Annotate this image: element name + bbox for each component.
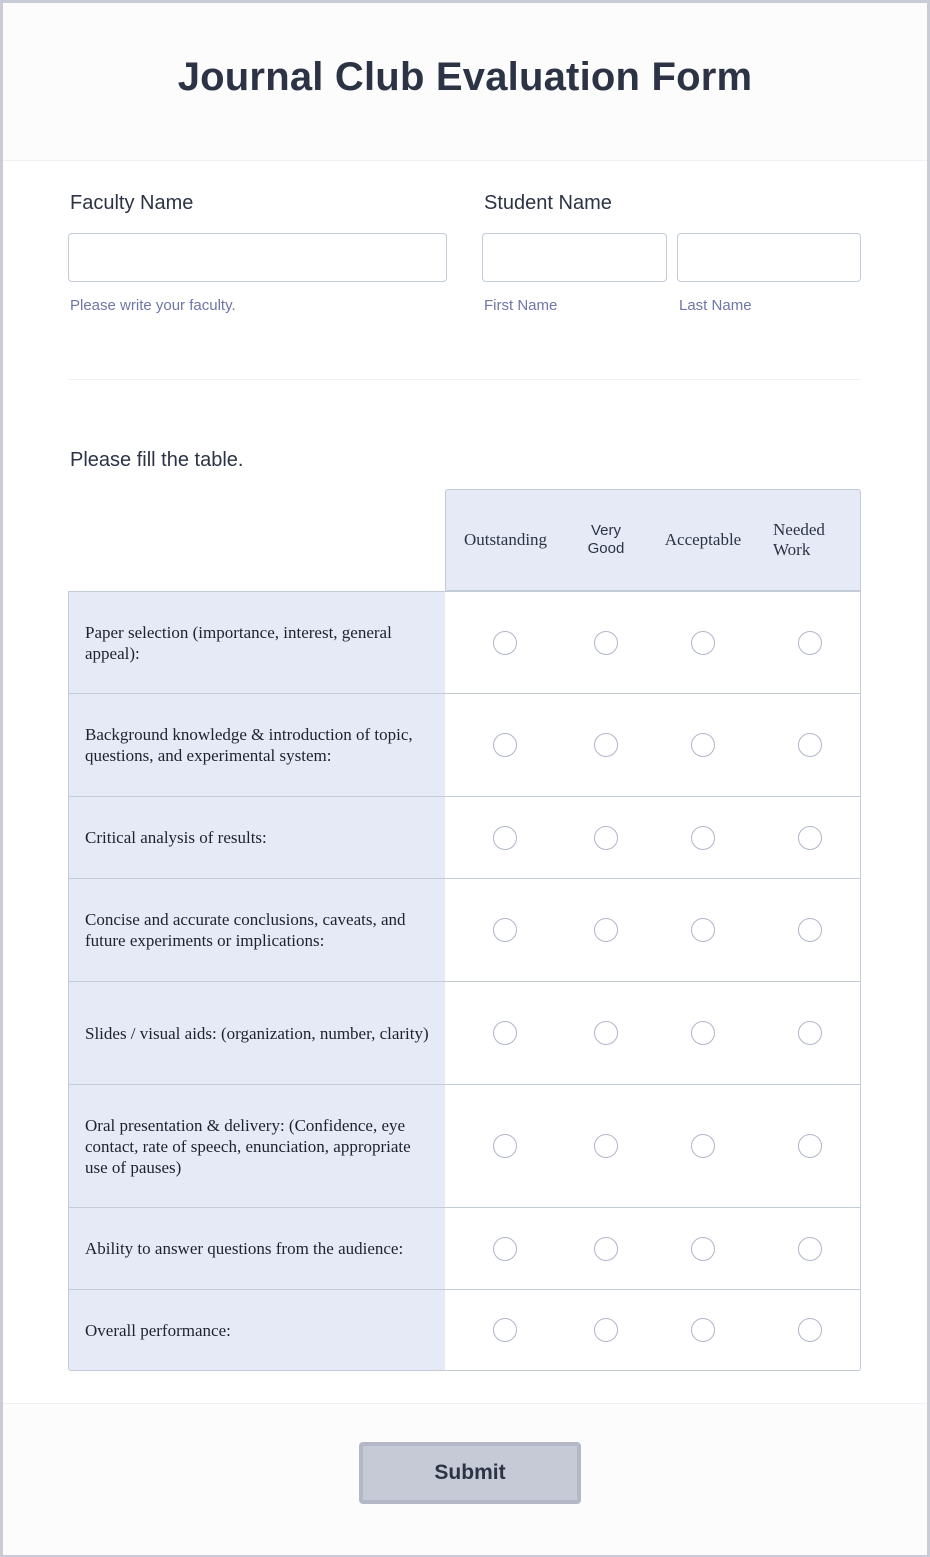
rating-radio-very-good[interactable] — [594, 826, 618, 850]
rating-cell-very-good — [565, 982, 648, 1085]
rating-radio-very-good[interactable] — [594, 918, 618, 942]
rating-radio-very-good[interactable] — [594, 631, 618, 655]
rating-cell-needed-work — [759, 694, 861, 797]
row-label: Overall performance: — [68, 1290, 446, 1371]
student-name-label: Student Name — [484, 192, 612, 214]
row-label: Oral presentation & delivery: (Confidence, eye contact, rate of speech, enunciation, appropriate use of pauses) — [68, 1085, 446, 1208]
rating-radio-acceptable[interactable] — [691, 1318, 715, 1342]
rating-radio-outstanding[interactable] — [493, 1237, 517, 1261]
rating-cell-acceptable — [647, 1208, 760, 1290]
row-label: Ability to answer questions from the audience: — [68, 1208, 446, 1290]
rating-cell-outstanding — [445, 982, 566, 1085]
row-label: Slides / visual aids: (organization, number, clarity) — [68, 982, 446, 1085]
rating-radio-needed-work[interactable] — [798, 1134, 822, 1158]
rating-cell-acceptable — [647, 694, 760, 797]
form-title: Journal Club Evaluation Form — [177, 55, 753, 99]
rating-cell-outstanding — [445, 1208, 566, 1290]
evaluation-matrix — [68, 489, 861, 1372]
rating-radio-needed-work[interactable] — [798, 826, 822, 850]
row-label: Critical analysis of results: — [68, 797, 446, 879]
rating-cell-acceptable — [647, 982, 760, 1085]
last-name-sublabel: Last Name — [679, 297, 752, 314]
section-divider — [68, 379, 861, 380]
column-header-very-good: Very Good — [565, 489, 648, 591]
rating-cell-needed-work — [759, 591, 861, 694]
rating-cell-outstanding — [445, 591, 566, 694]
column-header-acceptable: Acceptable — [647, 489, 760, 591]
column-header-needed-work: Needed Work — [759, 489, 861, 591]
form-card — [3, 3, 927, 1554]
faculty-name-input[interactable] — [68, 233, 447, 282]
rating-cell-outstanding — [445, 1290, 566, 1371]
first-name-sublabel: First Name — [484, 297, 558, 314]
rating-cell-very-good — [565, 1290, 648, 1371]
faculty-name-sublabel: Please write your faculty. — [70, 297, 236, 314]
rating-radio-very-good[interactable] — [594, 1237, 618, 1261]
rating-radio-needed-work[interactable] — [798, 1318, 822, 1342]
rating-radio-outstanding[interactable] — [493, 1134, 517, 1158]
rating-cell-needed-work — [759, 1208, 861, 1290]
rating-radio-acceptable[interactable] — [691, 733, 715, 757]
rating-cell-acceptable — [647, 1085, 760, 1208]
rating-cell-very-good — [565, 879, 648, 982]
rating-cell-acceptable — [647, 879, 760, 982]
submit-button[interactable]: Submit — [359, 1442, 581, 1504]
rating-radio-acceptable[interactable] — [691, 826, 715, 850]
rating-cell-outstanding — [445, 879, 566, 982]
rating-cell-outstanding — [445, 1085, 566, 1208]
rating-radio-very-good[interactable] — [594, 1318, 618, 1342]
row-label: Concise and accurate conclusions, caveats, and future experiments or implications: — [68, 879, 446, 982]
rating-cell-outstanding — [445, 797, 566, 879]
rating-radio-acceptable[interactable] — [691, 1021, 715, 1045]
rating-cell-acceptable — [647, 1290, 760, 1371]
rating-radio-very-good[interactable] — [594, 733, 618, 757]
rating-radio-acceptable[interactable] — [691, 631, 715, 655]
table-instruction: Please fill the table. — [70, 449, 244, 471]
student-first-name-input[interactable] — [482, 233, 667, 282]
rating-radio-outstanding[interactable] — [493, 918, 517, 942]
rating-cell-outstanding — [445, 694, 566, 797]
rating-cell-needed-work — [759, 982, 861, 1085]
rating-radio-outstanding[interactable] — [493, 1318, 517, 1342]
rating-radio-outstanding[interactable] — [493, 733, 517, 757]
rating-cell-very-good — [565, 694, 648, 797]
rating-cell-needed-work — [759, 1085, 861, 1208]
form-footer — [3, 1403, 927, 1555]
rating-cell-needed-work — [759, 797, 861, 879]
faculty-name-label: Faculty Name — [70, 192, 194, 214]
rating-radio-outstanding[interactable] — [493, 1021, 517, 1045]
rating-radio-very-good[interactable] — [594, 1021, 618, 1045]
rating-cell-very-good — [565, 1085, 648, 1208]
rating-radio-acceptable[interactable] — [691, 1237, 715, 1261]
rating-radio-needed-work[interactable] — [798, 1237, 822, 1261]
form-header — [3, 3, 927, 161]
rating-cell-acceptable — [647, 591, 760, 694]
rating-radio-outstanding[interactable] — [493, 826, 517, 850]
student-last-name-input[interactable] — [677, 233, 861, 282]
column-header-outstanding: Outstanding — [445, 489, 566, 591]
rating-cell-needed-work — [759, 879, 861, 982]
rating-radio-needed-work[interactable] — [798, 733, 822, 757]
rating-cell-needed-work — [759, 1290, 861, 1371]
rating-cell-very-good — [565, 591, 648, 694]
rating-cell-very-good — [565, 797, 648, 879]
rating-cell-very-good — [565, 1208, 648, 1290]
rating-radio-needed-work[interactable] — [798, 1021, 822, 1045]
row-label: Background knowledge & introduction of topic, questions, and experimental system: — [68, 694, 446, 797]
rating-radio-needed-work[interactable] — [798, 918, 822, 942]
rating-cell-acceptable — [647, 797, 760, 879]
rating-radio-acceptable[interactable] — [691, 1134, 715, 1158]
rating-radio-needed-work[interactable] — [798, 631, 822, 655]
rating-radio-outstanding[interactable] — [493, 631, 517, 655]
row-label: Paper selection (importance, interest, general appeal): — [68, 591, 446, 694]
rating-radio-acceptable[interactable] — [691, 918, 715, 942]
rating-radio-very-good[interactable] — [594, 1134, 618, 1158]
